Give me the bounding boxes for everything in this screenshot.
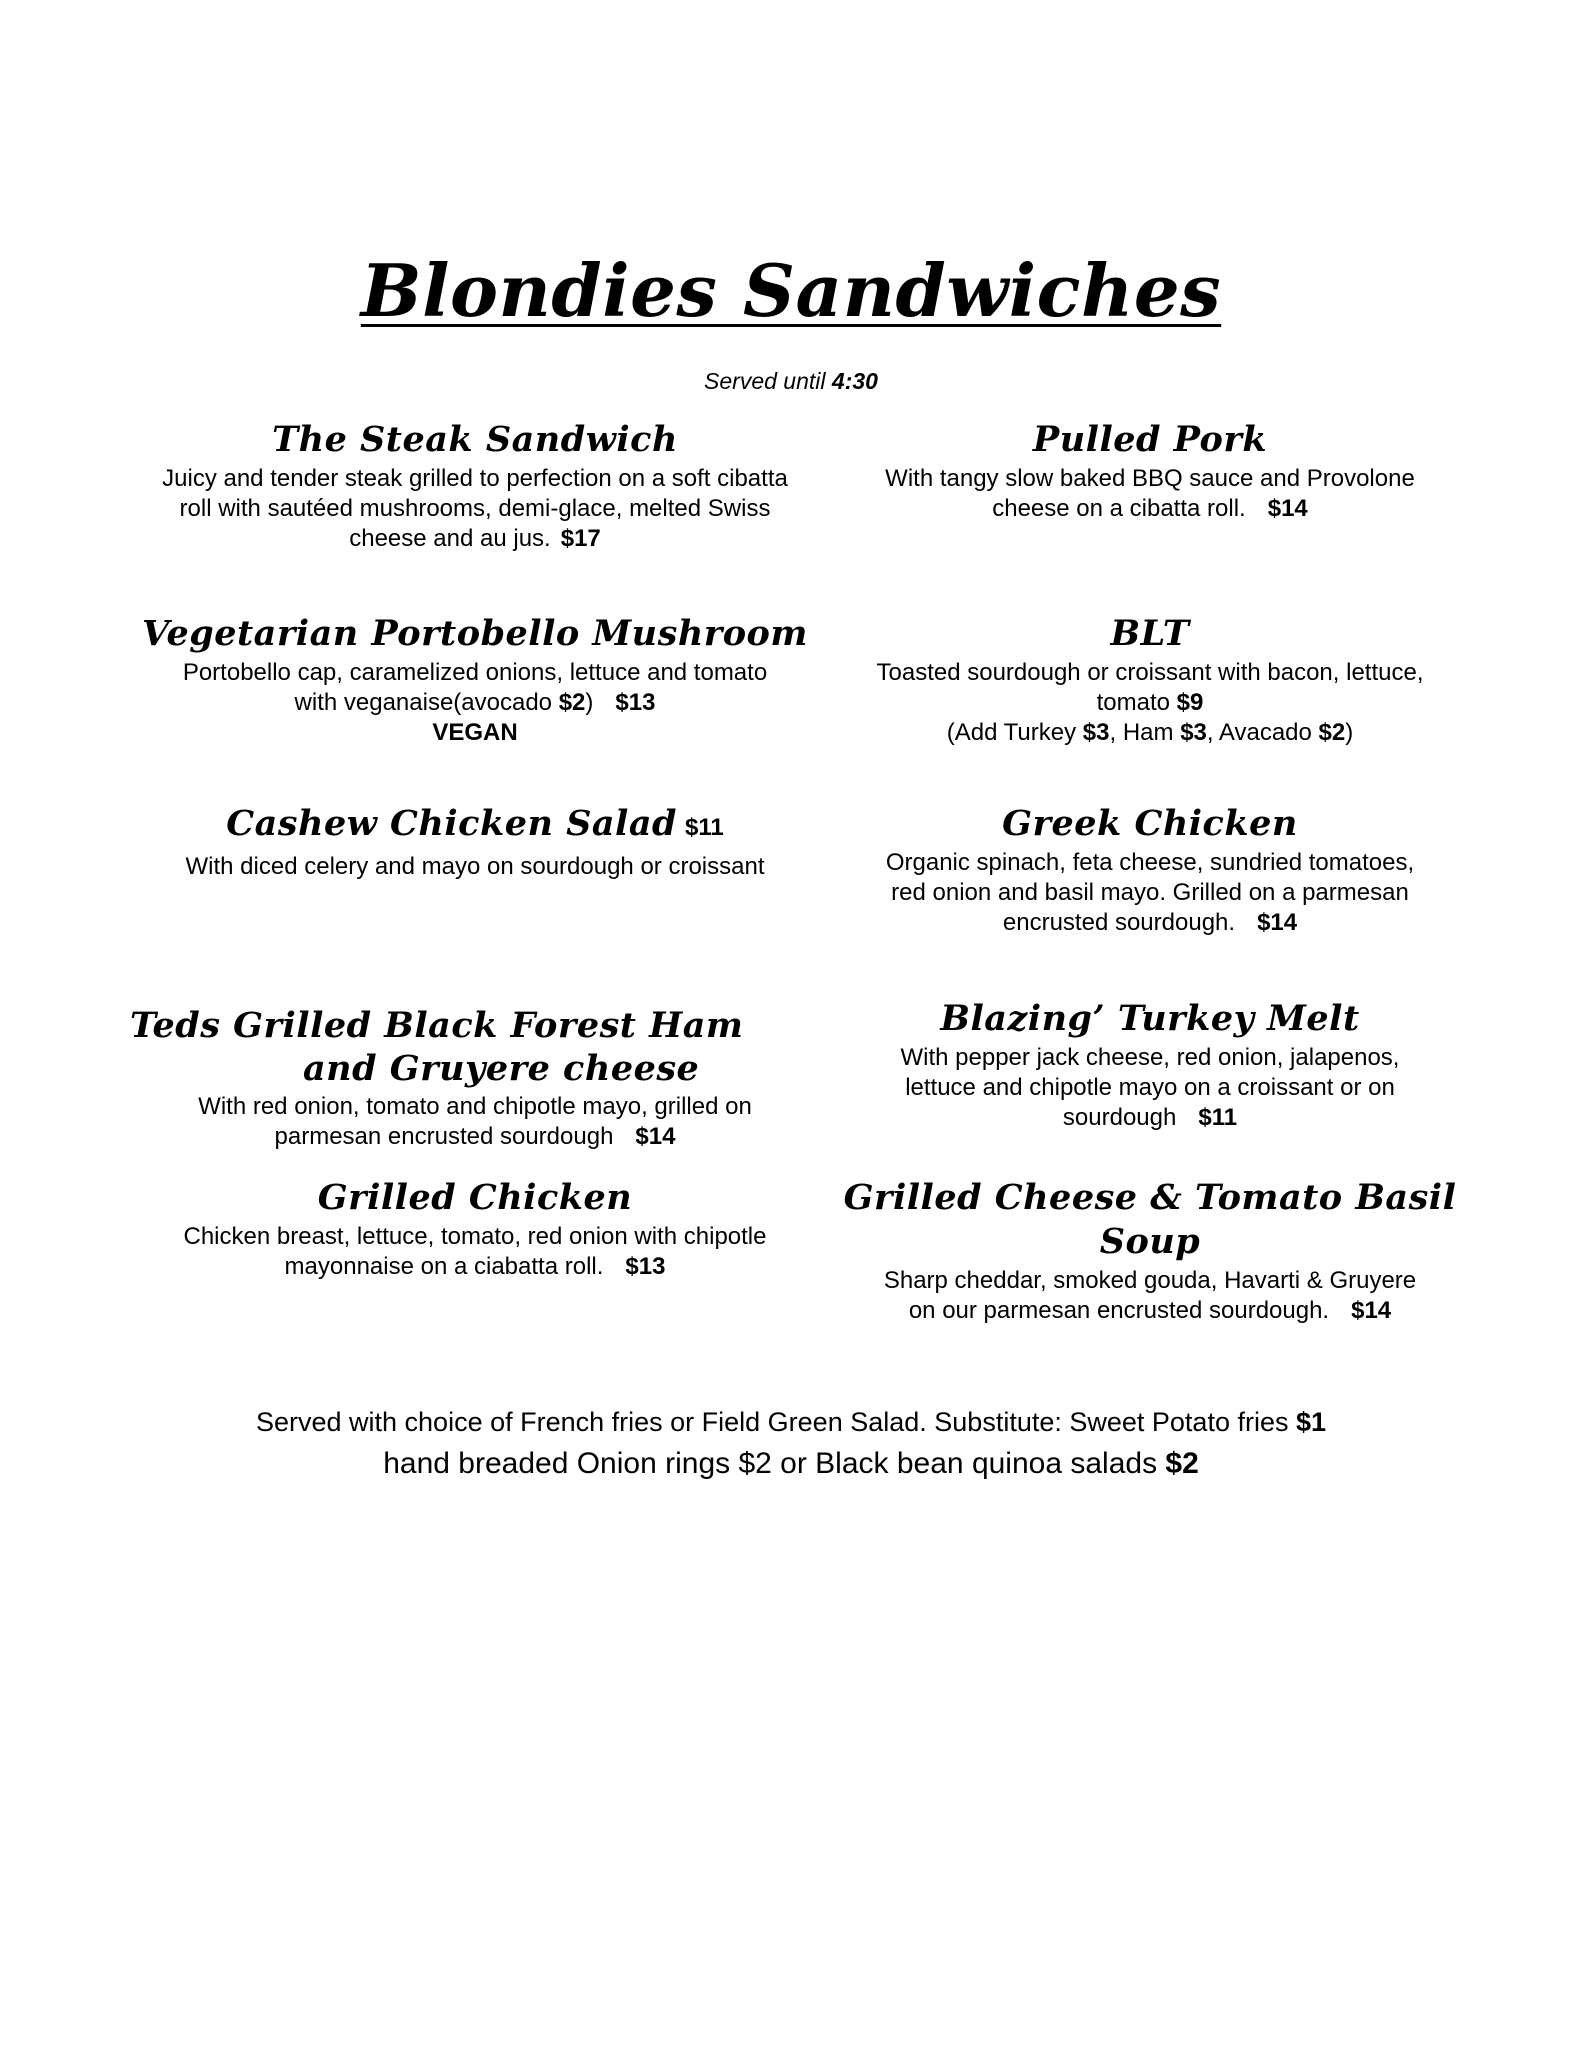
item-name: Vegetarian Portobello Mushroom xyxy=(142,613,808,654)
item-description: Organic spinach, feta cheese, sundried tomatoes, red onion and basil mayo. Grilled on a parmesan encrusted sourdough. $14 xyxy=(885,849,1415,936)
item-name: Cashew Chicken Salad $11 xyxy=(226,803,724,844)
item-name: Grilled Cheese & Tomato Basil Soup xyxy=(843,1177,1457,1262)
item-price: $11 xyxy=(685,814,724,841)
menu-item-turkey-melt xyxy=(840,997,1460,1133)
menu-item-grilled-cheese-soup xyxy=(840,1176,1460,1326)
item-name-line2: and Gruyere cheese xyxy=(303,1048,700,1089)
menu-item-blt xyxy=(840,612,1460,748)
served-until-note: Served until 4:30 xyxy=(704,368,878,394)
menu-title: Blondies Sandwiches xyxy=(360,248,1222,333)
sides-line-1: Served with choice of French fries or Field Green Salad. Substitute: Sweet Potato fries $1 xyxy=(255,1407,1327,1437)
menu-item-ham-gruyere xyxy=(130,1004,770,1152)
sides-footer xyxy=(0,1402,1582,1486)
item-price: $17 xyxy=(560,525,601,552)
item-price: $13 xyxy=(615,689,656,716)
item-description: Chicken breast, lettuce, tomato, red onion with chipotle mayonnaise on a ciabatta roll. $13 xyxy=(183,1223,767,1280)
item-name: Grilled Chicken xyxy=(317,1177,633,1218)
item-price: $14 xyxy=(1351,1297,1392,1324)
item-price: $9 xyxy=(1176,689,1204,716)
item-description: Sharp cheddar, smoked gouda, Havarti & Gruyere on our parmesan encrusted sourdough. $14 xyxy=(883,1267,1417,1324)
item-description: Portobello cap, caramelized onions, lettuce and tomato with veganaise(avocado $2) $13 VEGAN xyxy=(182,659,768,746)
item-price: $14 xyxy=(1257,909,1298,936)
item-description: Toasted sourdough or croissant with bacon, lettuce, tomato $9 (Add Turkey $3, Ham $3, Avacado $2) xyxy=(840,658,1460,748)
item-price: $14 xyxy=(635,1123,676,1150)
item-description: With diced celery and mayo on sourdough or croissant xyxy=(185,853,765,880)
item-price: $11 xyxy=(1198,1104,1238,1131)
item-name: Pulled Pork xyxy=(1032,419,1268,460)
vegan-tag: VEGAN xyxy=(432,719,518,746)
menu-item-portobello xyxy=(120,612,830,748)
item-price: $14 xyxy=(1267,495,1308,522)
menu-item-steak-sandwich xyxy=(120,418,830,554)
item-description: With red onion, tomato and chipotle mayo, grilled on parmesan encrusted sourdough $14 xyxy=(198,1093,752,1150)
item-name: BLT xyxy=(1110,613,1190,654)
item-description: Juicy and tender steak grilled to perfection on a soft cibatta roll with sautéed mushrooms, demi-glace, melted Swiss cheese and au jus. $17 xyxy=(162,465,788,552)
menu-item-cashew-chicken-salad xyxy=(120,802,830,882)
item-name: Blazing’ Turkey Melt xyxy=(940,998,1360,1039)
menu-item-greek-chicken xyxy=(840,802,1460,938)
item-description: With tangy slow baked BBQ sauce and Provolone cheese on a cibatta roll. $14 xyxy=(885,465,1415,522)
item-name: Greek Chicken xyxy=(1002,803,1298,844)
sides-line-2: hand breaded Onion rings $2 or Black bean quinoa salads $2 xyxy=(383,1447,1199,1480)
blt-addons: (Add Turkey $3, Ham $3, Avacado $2) xyxy=(946,719,1354,746)
item-name-line1: Teds Grilled Black Forest Ham xyxy=(130,1005,744,1046)
item-price: $13 xyxy=(625,1253,666,1280)
menu-item-grilled-chicken xyxy=(120,1176,830,1282)
item-description: With pepper jack cheese, red onion, jalapenos, lettuce and chipotle mayo on a croissant or on sourdough $11 xyxy=(900,1044,1400,1131)
menu-item-pulled-pork xyxy=(840,418,1460,524)
item-name: The Steak Sandwich xyxy=(272,419,678,460)
